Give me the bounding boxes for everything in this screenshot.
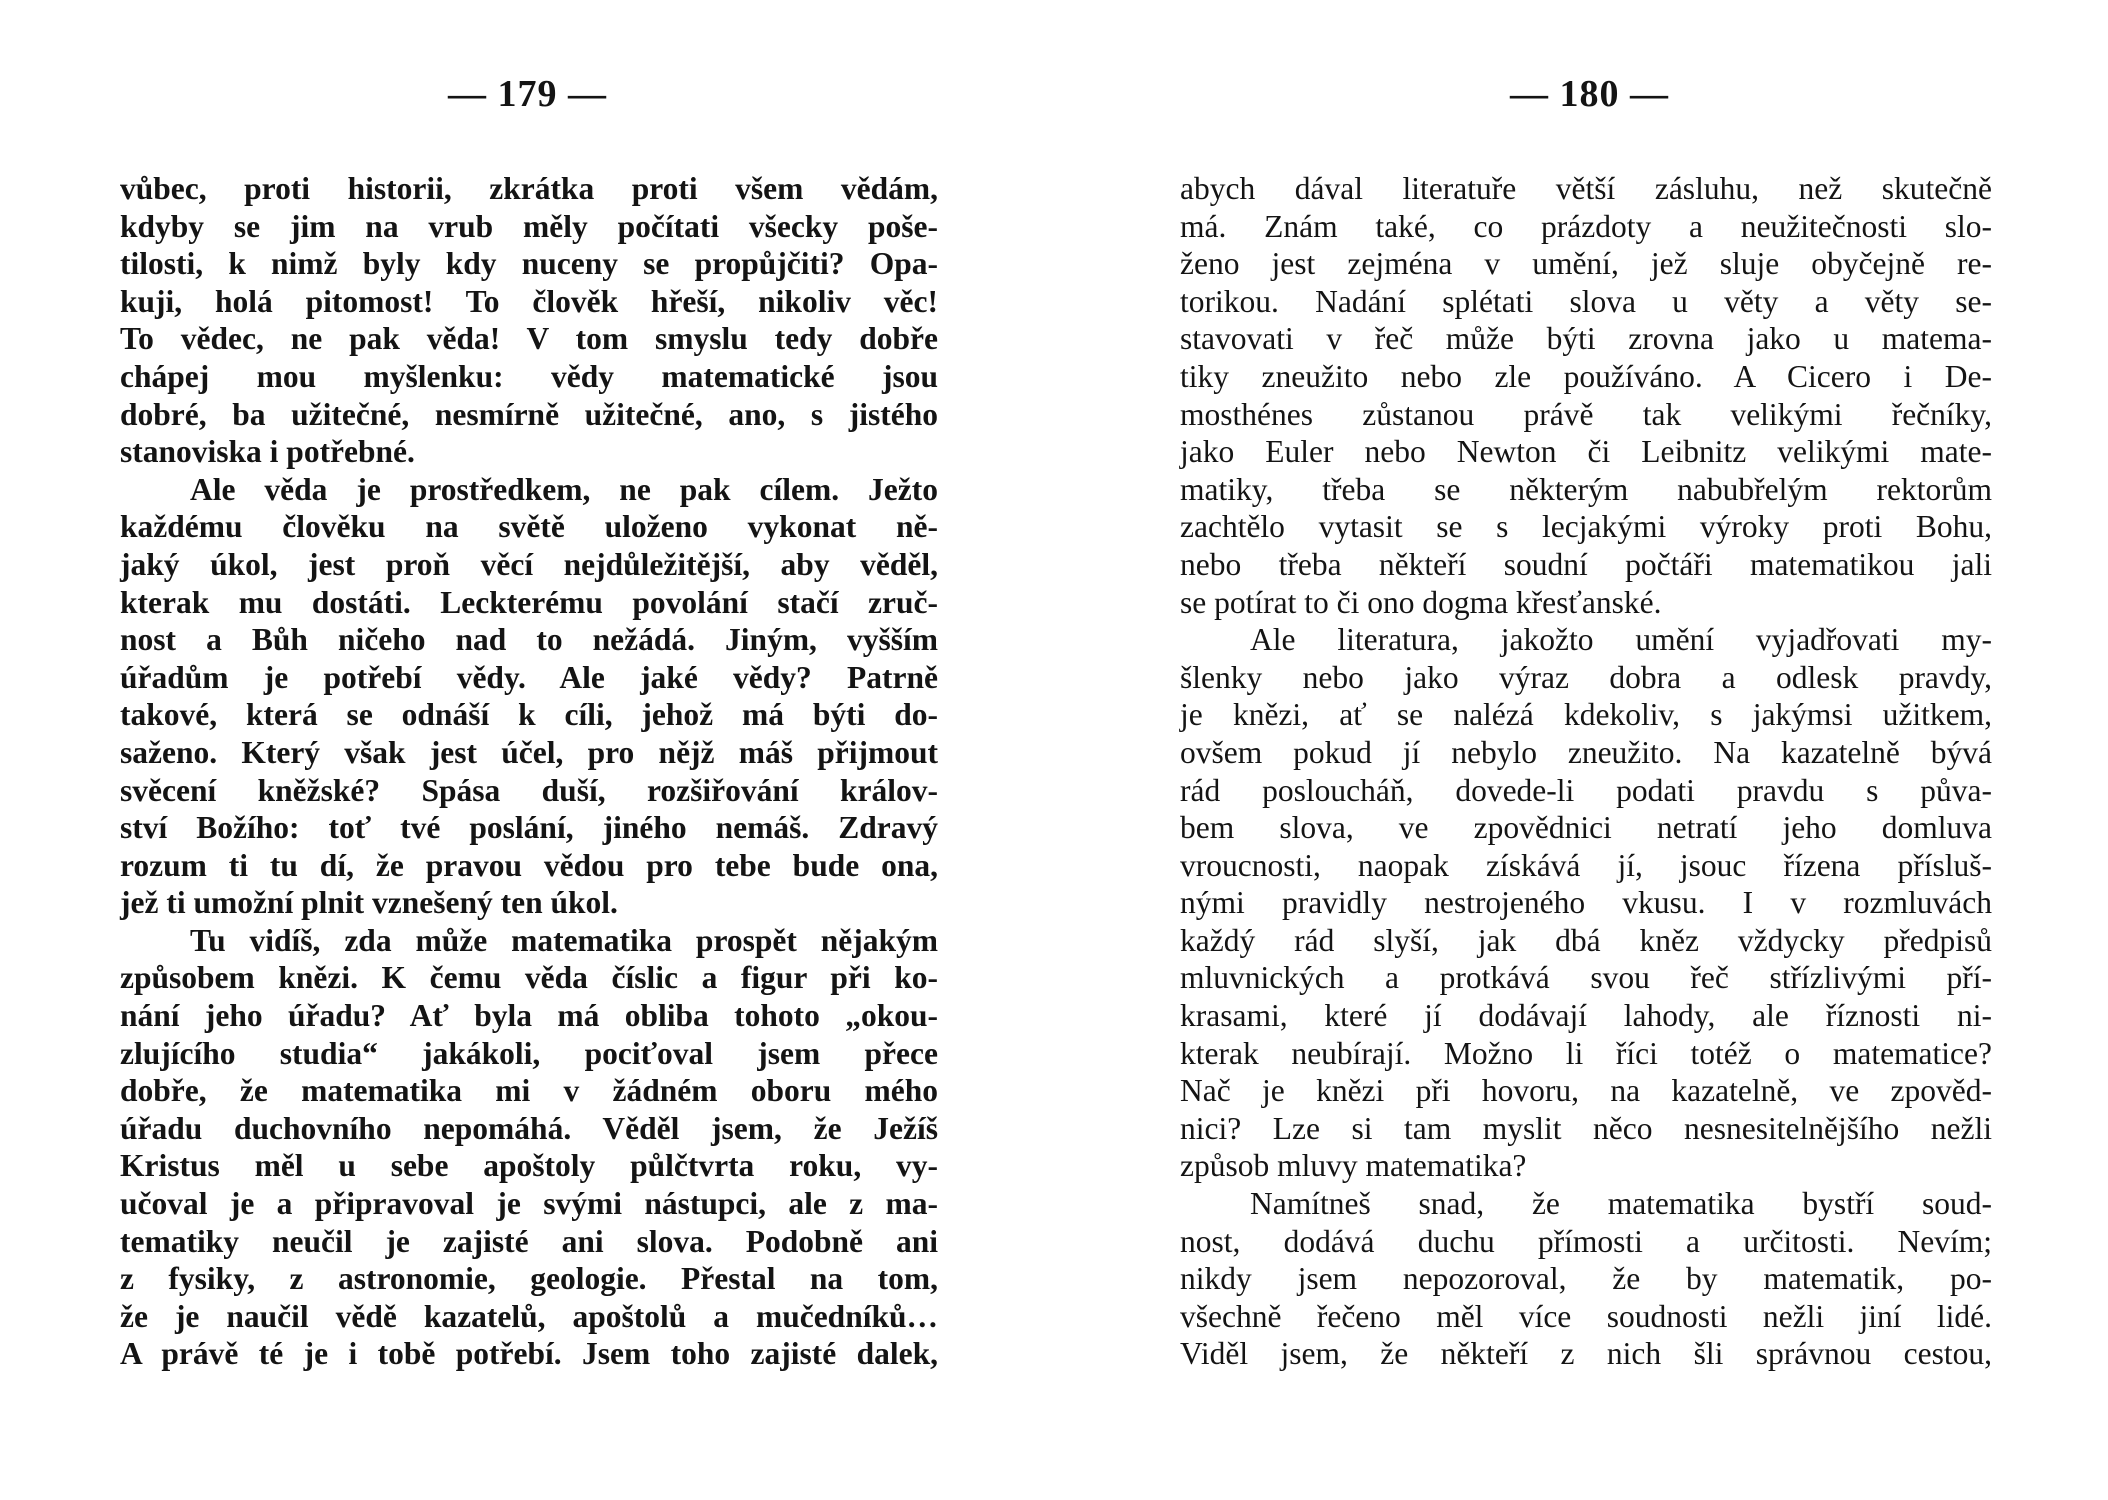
text-line: chápej mou myšlenku: vědy matematické jsou xyxy=(120,358,938,394)
text-line: kterak mu dostáti. Leckterému povolání stačí zruč- xyxy=(120,584,938,620)
text-line: Namítneš snad, že matematika bystří soud- xyxy=(1250,1186,1992,1222)
text-line: vůbec, proti historii, zkrátka proti všem vědám, xyxy=(120,171,938,206)
text-line: nost a Bůh ničeho nad to nežádá. Jiným, vyšším xyxy=(120,622,938,658)
left-page-text xyxy=(120,170,938,1373)
text-line: bem slova, ve zpovědnici netratí jeho domluva xyxy=(1180,810,1992,846)
text-line: nebo třeba někteří soudní počtáři matematikou jali xyxy=(1180,546,1992,582)
text-line: tiky zneužito nebo zle používáno. A Cicero i De- xyxy=(1180,358,1992,394)
text-line: mosthénes zůstanou právě tak velikými řečníky, xyxy=(1180,396,1992,432)
text-line: má. Znám také, co prázdoty a neužitečnosti slo- xyxy=(1180,208,1992,244)
text-line: tematiky neučil je zajisté ani slova. Podobně ani xyxy=(120,1223,938,1259)
text-line: rozum ti tu dí, že pravou vědou pro tebe bude ona, xyxy=(120,847,938,883)
text-line: stanoviska i potřebné. xyxy=(120,434,415,470)
text-line: To vědec, ne pak věda! V tom smyslu tedy dobře xyxy=(120,321,938,357)
text-line: vroucnosti, naopak získává jí, jsouc řízena přísluš- xyxy=(1180,847,1992,883)
text-line: nikdy jsem nepozoroval, že by matematik, po- xyxy=(1180,1261,1992,1297)
right-page-text xyxy=(1180,170,1992,1373)
text-line: Ale věda je prostředkem, ne pak cílem. Ježto xyxy=(190,471,938,507)
text-line: zachtělo vytasit se s lecjakými výroky proti Bohu, xyxy=(1180,509,1992,545)
text-line: šlenky nebo jako výraz dobra a odlesk pravdy, xyxy=(1180,659,1992,695)
text-line: ovšem pokud jí nebylo zneužito. Na kazatelně bývá xyxy=(1180,734,1992,770)
text-line: nání jeho úřadu? Ať byla má obliba tohoto „okou- xyxy=(120,998,938,1034)
text-line: jež ti umožní plnit vznešený ten úkol. xyxy=(120,885,618,921)
text-line: matiky, třeba se některým nabubřelým rektorům xyxy=(1180,471,1992,507)
text-line: nými pravidly nestrojeného vkusu. I v rozmluvách xyxy=(1180,885,1992,921)
text-line: Kristus měl u sebe apoštoly půlčtvrta roku, vy- xyxy=(120,1148,938,1184)
text-line: kuji, holá pitomost! To člověk hřeší, nikoliv věc! xyxy=(120,283,938,319)
text-line: způsob mluvy matematika? xyxy=(1180,1148,1527,1184)
text-line: dobré, ba užitečné, nesmírně užitečné, ano, s jistého xyxy=(120,396,938,432)
text-line: svěcení kněžské? Spása duší, rozšiřování králov- xyxy=(120,772,938,808)
right-page xyxy=(1054,0,2108,1500)
text-line: ství Božího: toť tvé poslání, jiného nemáš. Zdravý xyxy=(120,810,938,846)
text-line: rád posloucháň, dovede-li podati pravdu s půva- xyxy=(1180,772,1992,808)
text-line: úřadům je potřebí vědy. Ale jaké vědy? Patrně xyxy=(120,659,938,695)
text-line: abych dával literatuře větší zásluhu, než skutečně xyxy=(1180,171,1992,206)
text-line: dobře, že matematika mi v žádném oboru mého xyxy=(120,1073,938,1109)
text-line: Ale literatura, jakožto umění vyjadřovati my- xyxy=(1250,622,1992,658)
text-line: zlujícího studia“ jakákoli, pociťoval jsem přece xyxy=(120,1035,938,1071)
text-line: se potírat to či ono dogma křesťanské. xyxy=(1180,584,1662,620)
text-line: nost, dodává duchu přímosti a určitosti. Nevím; xyxy=(1180,1223,1992,1259)
text-line: Nač je knězi při hovoru, na kazatelně, ve zpověd- xyxy=(1180,1073,1992,1109)
text-line: z fysiky, z astronomie, geologie. Přestal na tom, xyxy=(120,1261,938,1297)
text-line: jako Euler nebo Newton či Leibnitz velikými mate- xyxy=(1180,434,1992,470)
text-line: torikou. Nadání splétati slova u věty a věty se- xyxy=(1180,283,1992,319)
text-line: takové, která se odnáší k cíli, jehož má býti do- xyxy=(120,697,938,733)
text-line: způsobem knězi. K čemu věda číslic a figur při ko- xyxy=(120,960,938,996)
text-line: každému člověku na světě uloženo vykonat ně- xyxy=(120,509,938,545)
text-line: kdyby se jim na vrub měly počítati všecky poše- xyxy=(120,208,938,244)
page-number-left: — 179 — xyxy=(448,73,607,115)
text-line: jaký úkol, jest proň věcí nejdůležitější, aby věděl, xyxy=(120,546,938,582)
text-line: tilosti, k nimž byly kdy nuceny se propůjčiti? Opa- xyxy=(120,246,938,282)
text-line: že je naučil vědě kazatelů, apoštolů a mučedníků… xyxy=(120,1298,938,1334)
text-line: Viděl jsem, že někteří z nich šli správnou cestou, xyxy=(1180,1336,1992,1372)
page-number-right: — 180 — xyxy=(1510,73,1669,115)
text-line: učoval je a připravoval je svými nástupci, ale z ma- xyxy=(120,1186,938,1222)
text-line: A právě té je i tobě potřebí. Jsem toho zajisté dalek, xyxy=(120,1336,938,1372)
text-line: stavovati v řeč může býti zrovna jako u matema- xyxy=(1180,321,1992,357)
text-line: mluvnických a protkává svou řeč střízlivými pří- xyxy=(1180,960,1992,996)
text-line: kterak neubírají. Možno li říci totéž o matematice? xyxy=(1180,1035,1992,1071)
text-line: krasami, které jí dodávají lahody, ale říznosti ni- xyxy=(1180,998,1992,1034)
text-line: úřadu duchovního nepomáhá. Věděl jsem, že Ježíš xyxy=(120,1110,938,1146)
text-line: všechně řečeno měl více soudnosti nežli jiní lidé. xyxy=(1180,1298,1992,1334)
text-line: je knězi, ať se nalézá kdekoliv, s jakýmsi užitkem, xyxy=(1180,697,1992,733)
text-line: Tu vidíš, zda může matematika prospět nějakým xyxy=(190,922,938,958)
text-line: každý rád slyší, jak dbá kněz vždycky předpisů xyxy=(1180,922,1992,958)
text-line: ženo jest zejména v umění, jež sluje obyčejně re- xyxy=(1180,246,1992,282)
text-line: nici? Lze si tam myslit něco nesnesitelnějšího nežli xyxy=(1180,1110,1992,1146)
text-line: saženo. Který však jest účel, pro nějž máš přijmout xyxy=(120,734,938,770)
